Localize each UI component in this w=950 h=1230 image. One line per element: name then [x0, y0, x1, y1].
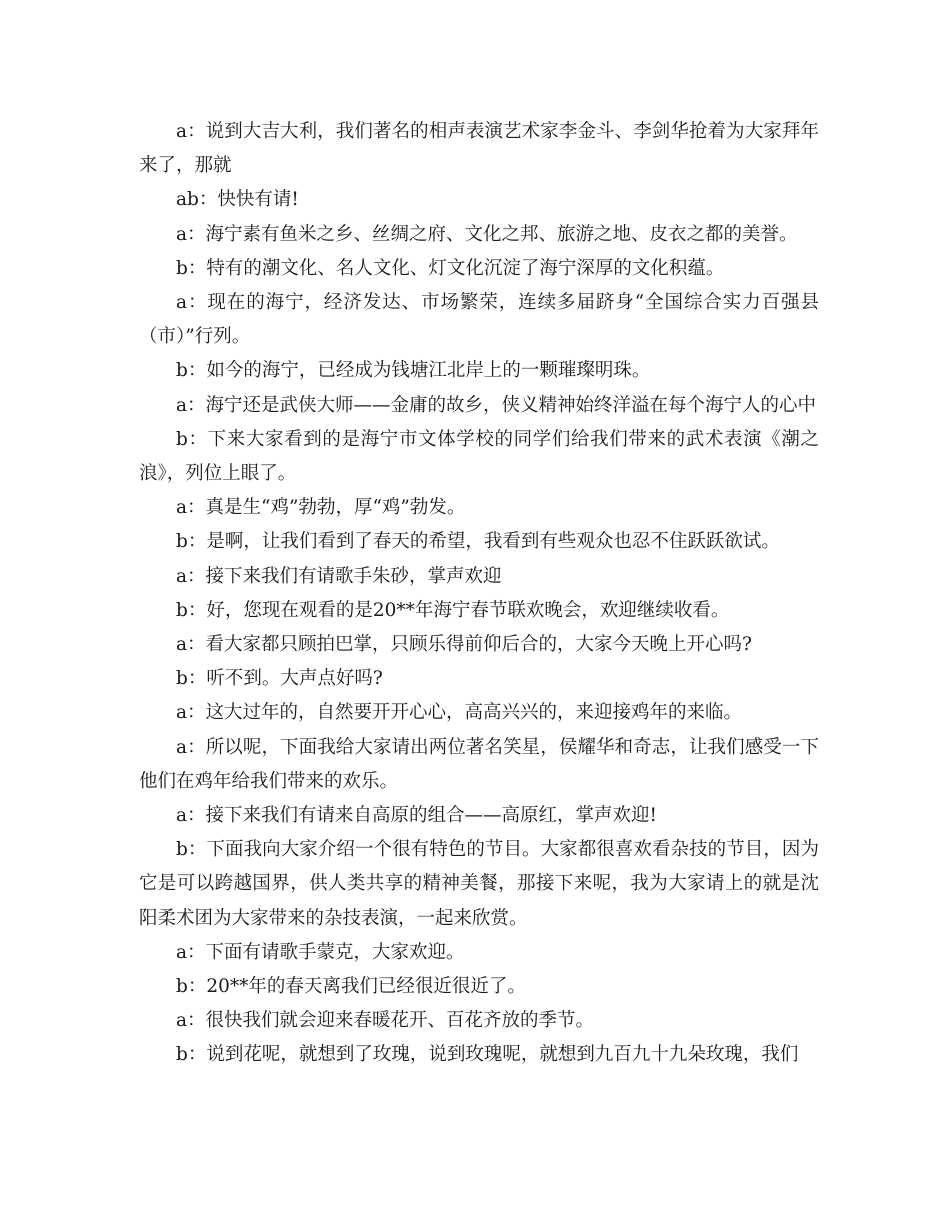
paragraph: a：海宁还是武侠大师——金庸的故乡，侠义精神始终洋溢在每个海宁人的心中 — [176, 394, 817, 416]
paragraph: b：特有的潮文化、名人文化、灯文化沉淀了海宁深厚的文化积蕴。 — [176, 257, 725, 279]
paragraph: a：说到大吉大利，我们著名的相声表演艺术家李金斗、李剑华抢着为大家拜年来了，那就 — [139, 121, 819, 177]
paragraph: b：是啊，让我们看到了春天的希望，我看到有些观众也忍不住跃跃欲试。 — [176, 531, 780, 553]
paragraph: b：下来大家看到的是海宁市文体学校的同学们给我们带来的武术表演《潮之浪》，列位上眼了。 — [139, 428, 819, 485]
paragraph: b：20**年的春天离我们已经很近很近了。 — [176, 976, 526, 998]
paragraph: a：很快我们就会迎来春暖花开、百花齐放的季节。 — [176, 1010, 595, 1032]
paragraph: a：海宁素有鱼米之乡、丝绸之府、文化之邦、旅游之地、皮衣之都的美誉。 — [176, 223, 798, 245]
paragraph: a：看大家都只顾拍巴掌，只顾乐得前仰后合的，大家今天晚上开心吗? — [176, 634, 752, 656]
paragraph: b：如今的海宁，已经成为钱塘江北岸上的一颗璀璨明珠。 — [176, 360, 651, 382]
paragraph: a：接下来我们有请来自高原的组合——高原红，掌声欢迎! — [176, 805, 657, 827]
paragraph: a：真是生“鸡”勃勃，厚“鸡”勃发。 — [176, 497, 466, 519]
document-body — [139, 115, 819, 1073]
paragraph: a：所以呢，下面我给大家请出两位著名笑星，侯耀华和奇志，让我们感受一下他们在鸡年给我们带来的欢乐。 — [139, 736, 819, 792]
paragraph: ab：快快有请! — [176, 189, 299, 211]
paragraph: b：说到花呢，就想到了玫瑰，说到玫瑰呢，就想到九百九十九朵玫瑰，我们 — [176, 1044, 799, 1066]
paragraph: a：下面有请歌手蒙克，大家欢迎。 — [176, 941, 465, 963]
paragraph: b：好，您现在观看的是20**年海宁春节联欢晚会，欢迎继续收看。 — [176, 599, 730, 621]
paragraph: b：听不到。大声点好吗? — [176, 668, 383, 690]
paragraph: a：接下来我们有请歌手朱砂，掌声欢迎 — [176, 565, 502, 587]
paragraph: a：这大过年的，自然要开开心心，高高兴兴的，来迎接鸡年的来临。 — [176, 702, 743, 724]
paragraph: a：现在的海宁，经济发达、市场繁荣，连续多届跻身“全国综合实力百强县（市）”行列。 — [139, 292, 819, 348]
paragraph: b：下面我向大家介绍一个很有特色的节目。大家都很喜欢看杂技的节目，因为它是可以跨越国界，供人类共享的精神美餐，那接下来呢，我为大家请上的就是沈阳柔术团为大家带来的杂技表演，一起来欣赏。 — [139, 839, 819, 929]
